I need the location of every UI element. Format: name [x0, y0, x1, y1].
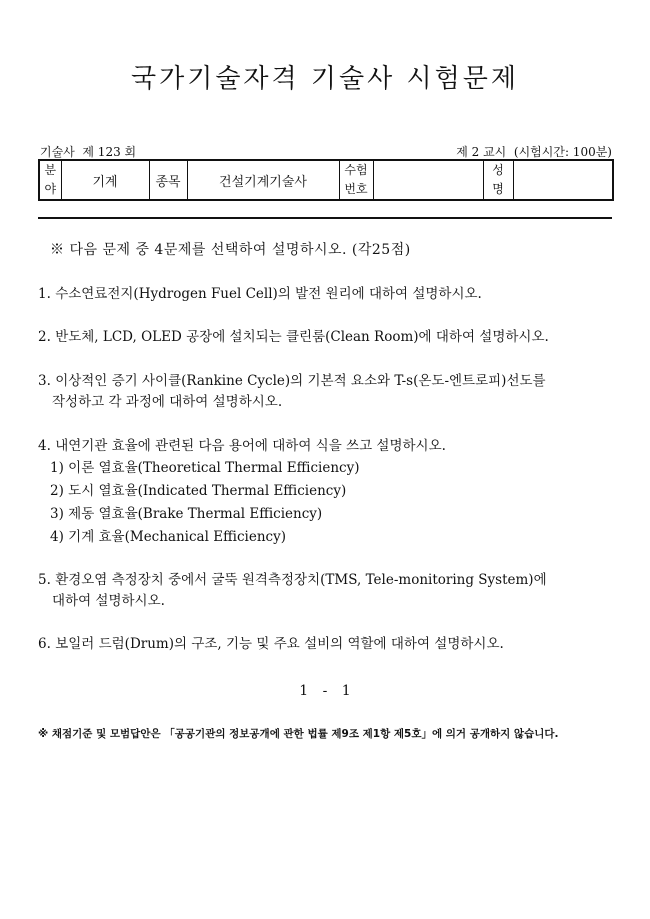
page-number: 1 - 1 — [299, 683, 351, 699]
name-field[interactable] — [513, 160, 613, 200]
question-number: 5. — [38, 572, 51, 588]
question-number: 1. — [38, 286, 51, 302]
exam-info-table — [38, 159, 614, 201]
sub-item: 4) 기계 효율(Mechanical Efficiency) — [50, 529, 286, 545]
question-text: 환경오염 측정장치 중에서 굴뚝 원격측정장치(TMS, Tele-monitoring System)에 — [55, 572, 547, 588]
question-text-continued: 작성하고 각 과정에 대하여 설명하시오. — [52, 394, 283, 410]
category-label: 종목 — [149, 160, 187, 200]
footer-note: ※ 채점기준 및 모범답안은 「공공기관의 정보공개에 관한 법률 제9조 제1항 제5호」에 의거 공개하지 않습니다. — [38, 728, 559, 740]
sub-item: 3) 제동 열효율(Brake Thermal Efficiency) — [50, 506, 323, 522]
exam-round: 기술사 제 123 회 — [40, 145, 137, 159]
exam-number-field[interactable] — [373, 160, 483, 200]
exam-number-label: 수험 번호 — [339, 160, 373, 200]
question-3 — [38, 371, 618, 413]
question-number: 6. — [38, 636, 51, 652]
question-text: 보일러 드럼(Drum)의 구조, 기능 및 주요 설비의 역할에 대하여 설명하시오. — [55, 636, 504, 652]
sub-item: 1) 이론 열효율(Theoretical Thermal Efficiency) — [50, 460, 360, 476]
question-2 — [38, 327, 618, 348]
question-text: 반도체, LCD, OLED 공장에 설치되는 클린룸(Clean Room)에 대하여 설명하시오. — [55, 329, 549, 345]
question-text: 이상적인 증기 사이클(Rankine Cycle)의 기본적 요소와 T-s(온도-엔트로피)선도를 — [55, 373, 546, 389]
field-label: 분 야 — [39, 160, 61, 200]
exam-period-time: 제 2 교시 (시험시간: 100분) — [456, 145, 612, 159]
question-5 — [38, 570, 618, 612]
name-label: 성 명 — [483, 160, 513, 200]
question-1 — [38, 284, 618, 305]
question-text-continued: 대하여 설명하시오. — [52, 593, 165, 609]
exam-session-line — [40, 143, 612, 160]
question-number: 4. — [38, 438, 51, 454]
question-number: 2. — [38, 329, 51, 345]
category-value: 건설기계기술사 — [187, 160, 339, 200]
question-4 — [38, 436, 618, 549]
field-value: 기계 — [61, 160, 149, 200]
header-divider — [38, 217, 612, 219]
question-text: 수소연료전지(Hydrogen Fuel Cell)의 발전 원리에 대하여 설명하시오. — [55, 286, 482, 302]
sub-item: 2) 도시 열효율(Indicated Thermal Efficiency) — [50, 483, 347, 499]
question-text: 내연기관 효율에 관련된 다음 용어에 대하여 식을 쓰고 설명하시오. — [55, 438, 446, 454]
instruction-text: ※ 다음 문제 중 4문제를 선택하여 설명하시오. (각25점) — [50, 242, 411, 258]
exam-title: 국가기술자격 기술사 시험문제 — [130, 64, 520, 94]
question-number: 3. — [38, 373, 51, 389]
question-6 — [38, 634, 618, 655]
